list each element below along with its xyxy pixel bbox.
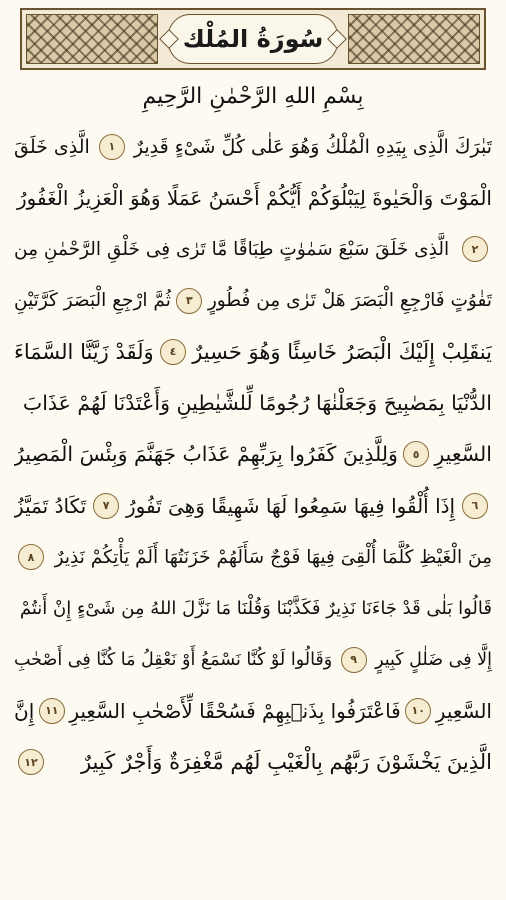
verse-text: الَّذِى خَلَقَ سَبْعَ سَمٰوٰتٍ طِبَاقًا مَّا تَرٰى فِى خَلْقِ الرَّحْمٰنِ مِن	[14, 238, 450, 260]
verse-text: ثُمَّ ارْجِعِ الْبَصَرَ كَرَّتَيْنِ	[14, 290, 171, 312]
ayah-number-marker[interactable]: ٩	[341, 647, 367, 673]
basmala: بِسْمِ اللهِ الرَّحْمٰنِ الرَّحِيمِ	[142, 84, 364, 109]
verse-line	[14, 121, 492, 172]
verse-text: الدُّنْيَا بِمَصٰبِيحَ وَجَعَلْنٰهَا رُجُومًا لِّلشَّيٰطِينِ وَأَعْتَدْنَا لَهُمْ عَذَابَ	[22, 391, 492, 416]
verse-line	[14, 531, 492, 582]
ayah-number-marker[interactable]: ١٠	[405, 698, 431, 724]
ayah-number-marker[interactable]: ١٢	[18, 749, 44, 775]
ayah-number-marker[interactable]: ٤	[160, 339, 186, 365]
verse-text: وَلِلَّذِينَ كَفَرُوا بِرَبِّهِمْ عَذَابُ جَهَنَّمَ وَبِئْسَ الْمَصِيرُ	[14, 442, 398, 467]
verse-text: وَلَقَدْ زَيَّنَّا السَّمَاءَ	[14, 339, 154, 364]
verse-line	[14, 326, 492, 377]
verse-text: مِنَ الْغَيْظِ كُلَّمَا أُلْقِىَ فِيهَا فَوْجٌ سَأَلَهُمْ خَزَنَتُهَا أَلَمْ يَأْتِكُمْ نَذِيرٌ	[54, 546, 492, 568]
verse-text: إِذَا أُلْقُوا فِيهَا سَمِعُوا لَهَا شَهِيقًا وَهِىَ تَفُورُ	[125, 493, 456, 518]
ayah-number-marker[interactable]: ٥	[403, 441, 429, 467]
verse-line	[14, 634, 492, 685]
ornament-pattern-left	[26, 14, 158, 64]
verse-text: إِلَّا فِى ضَلٰلٍ كَبِيرٍ	[375, 649, 492, 670]
surah-header-frame	[20, 8, 486, 70]
ayah-number-marker[interactable]: ٧	[93, 493, 119, 519]
verse-text: الَّذِى خَلَقَ	[14, 135, 90, 158]
verse-line	[14, 583, 492, 634]
verse-text: قَالُوا بَلٰى قَدْ جَاءَنَا نَذِيرٌ فَكَذَّبْنَا وَقُلْنَا مَا نَزَّلَ اللهُ مِن شَىْءٍ إِنْ أَنتُمْ	[19, 597, 492, 619]
verse-text: تَفٰوُتٍ فَارْجِعِ الْبَصَرَ هَلْ تَرٰى مِن فُطُورٍ	[207, 290, 492, 312]
verse-line	[14, 275, 492, 326]
surah-title: سُورَةُ المُلْك	[182, 25, 324, 53]
ayah-number-marker[interactable]: ٦	[462, 493, 488, 519]
verse-lines	[14, 121, 492, 788]
verse-text: وَقَالُوا لَوْ كُنَّا نَسْمَعُ أَوْ نَعْقِلُ مَا كُنَّا فِى أَصْحٰبِ	[14, 649, 333, 670]
ayah-number-marker[interactable]: ٢	[462, 236, 488, 262]
verse-text: تَكَادُ تَمَيَّزُ	[14, 493, 87, 518]
verse-text: السَّعِيرِ	[435, 698, 492, 723]
verse-text: فَاعْتَرَفُوا بِذَنۢبِهِمْ فَسُحْقًا لِّأَصْحٰبِ السَّعِيرِ	[69, 698, 401, 723]
ayah-number-marker[interactable]: ٨	[18, 544, 44, 570]
verse-line	[14, 685, 492, 736]
verse-line	[14, 377, 492, 428]
verse-text: إِنَّ	[14, 698, 35, 723]
verse-text: الَّذِينَ يَخْشَوْنَ رَبَّهُم بِالْغَيْبِ لَهُم مَّغْفِرَةٌ وَأَجْرٌ كَبِيرٌ	[80, 750, 492, 775]
ayah-number-marker[interactable]: ١١	[39, 698, 65, 724]
surah-title-cartouche	[168, 14, 338, 64]
ayah-number-marker[interactable]: ١	[99, 134, 125, 160]
verse-line	[14, 224, 492, 275]
verse-text: يَنقَلِبْ إِلَيْكَ الْبَصَرُ خَاسِئًا وَهُوَ حَسِيرٌ	[192, 339, 492, 364]
verse-text: الْمَوْتَ وَالْحَيٰوةَ لِيَبْلُوَكُمْ أَيُّكُمْ أَحْسَنُ عَمَلًا وَهُوَ الْعَزِيزُ الْغَفُورُ	[16, 185, 492, 210]
verse-text: السَّعِيرِ	[434, 442, 492, 467]
verse-text: تَبٰرَكَ الَّذِى بِيَدِهِ الْمُلْكُ وَهُوَ عَلٰى كُلِّ شَىْءٍ قَدِيرٌ	[133, 135, 492, 158]
verse-line	[14, 737, 492, 788]
verse-line	[14, 429, 492, 480]
verse-line	[14, 172, 492, 223]
ayah-number-marker[interactable]: ٣	[176, 288, 202, 314]
verse-line	[14, 480, 492, 531]
ornament-pattern-right	[348, 14, 480, 64]
